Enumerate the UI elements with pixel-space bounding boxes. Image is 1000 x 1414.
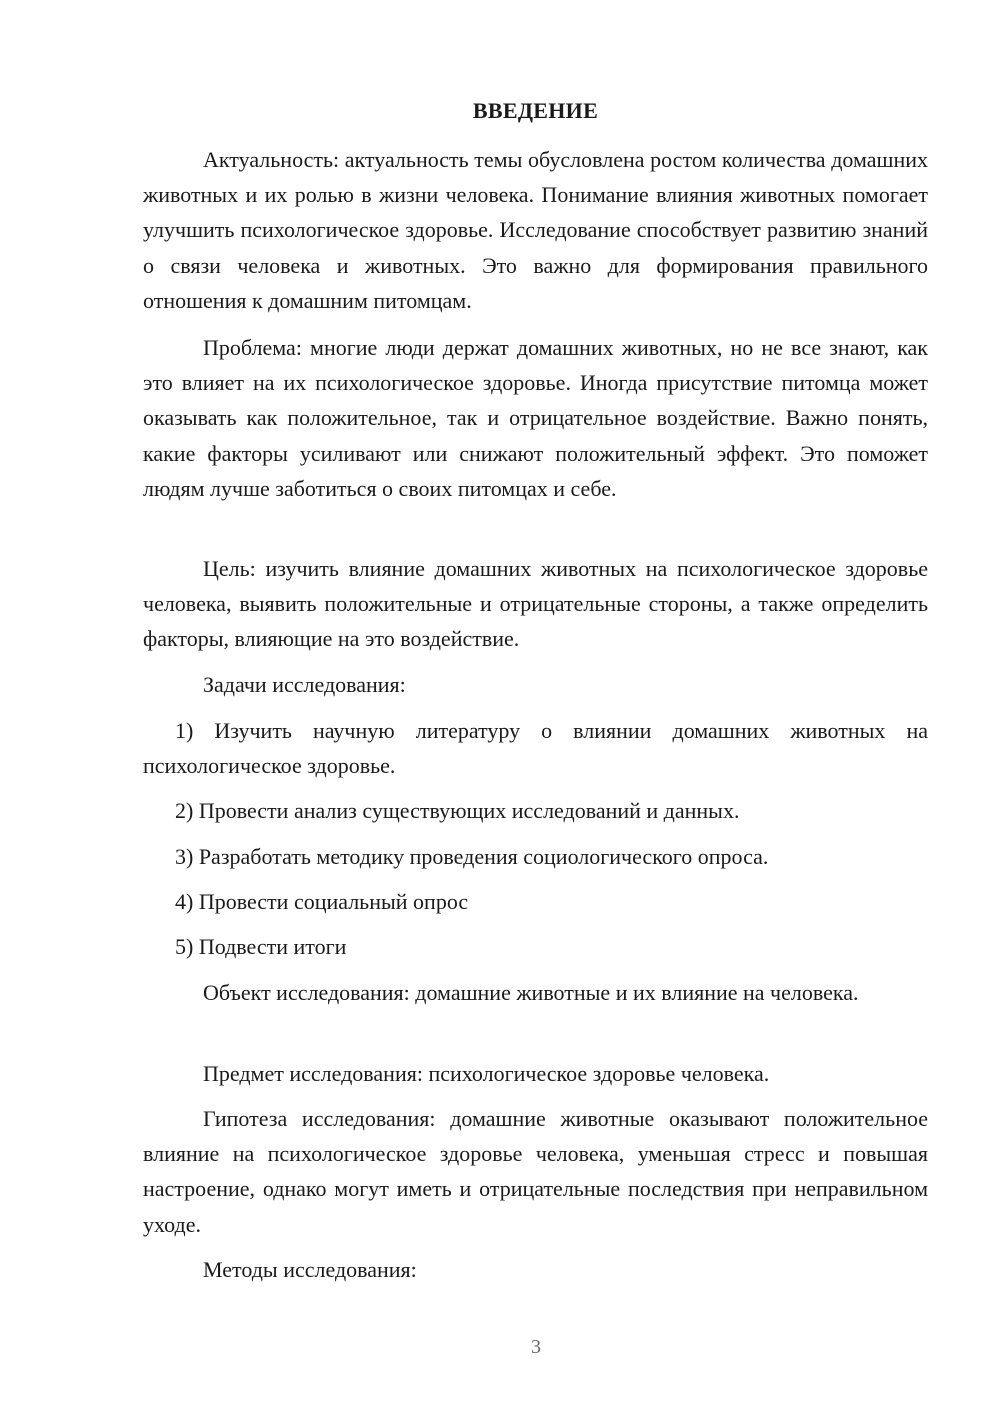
goal-paragraph: Цель: изучить влияние домашних животных на психологическое здоровье человека, выявить положительные и отрицательные стороны, а также определить факторы, влияющие на это воздействие. xyxy=(143,556,928,652)
object-paragraph: Объект исследования: домашние животные и их влияние на человека. xyxy=(203,980,859,1005)
task-item: 2) Провести анализ существующих исследований и данных. xyxy=(175,798,740,823)
task-item: 5) Подвести итоги xyxy=(175,934,347,959)
page-number: 3 xyxy=(531,1336,541,1358)
page-title: ВВЕДЕНИЕ xyxy=(472,98,599,123)
subject-paragraph: Предмет исследования: психологическое здоровье человека. xyxy=(203,1061,770,1086)
task-item: 1) Изучить научную литературу о влиянии домашних животных на психологическое здоровье. xyxy=(143,718,928,779)
methods-heading: Методы исследования: xyxy=(203,1257,417,1282)
task-item: 3) Разработать методику проведения социологического опроса. xyxy=(175,844,769,869)
tasks-heading: Задачи исследования: xyxy=(203,672,406,697)
task-item: 4) Провести социальный опрос xyxy=(175,889,469,914)
hypothesis-paragraph: Гипотеза исследования: домашние животные оказывают положительное влияние на психологическое здоровье человека, уменьшая стресс и повышая настроение, однако могут иметь и отрицательные последствия при неправильном уходе. xyxy=(143,1106,928,1237)
relevance-paragraph: Актуальность: актуальность темы обусловлена ростом количества домашних животных и их ролью в жизни человека. Понимание влияния животных помогает улучшить психологическое здоровье. Исследование способствует развитию знаний о связи человека и животных. Это важно для формирования правильного отношения к домашним питомцам. xyxy=(143,147,928,313)
problem-paragraph: Проблема: многие люди держат домашних животных, но не все знают, как это влияет на их психологическое здоровье. Иногда присутствие питомца может оказывать как положительное, так и отрицательное воздействие. Важно понять, какие факторы усиливают или снижают положительный эффект. Это поможет людям лучше заботиться о своих питомцах и себе. xyxy=(143,335,928,501)
